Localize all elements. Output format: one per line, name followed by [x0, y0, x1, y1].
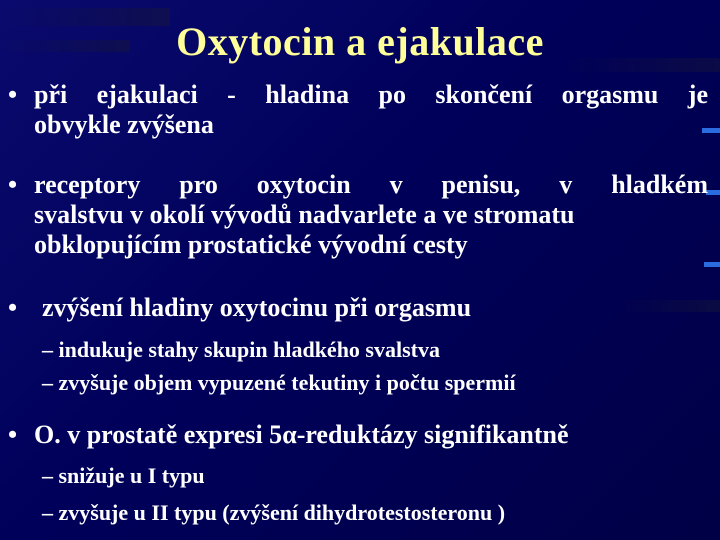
bullet-marker: •	[8, 80, 18, 109]
sub-bullet-item	[42, 500, 702, 526]
decorative-dash	[706, 190, 720, 195]
bullet-text	[34, 420, 708, 450]
bullet-text: zvýšení hladiny oxytocinu při orgasmu	[42, 293, 472, 322]
sub-bullet-marker: –	[42, 370, 53, 395]
sub-bullet-text: snižuje u I typu	[58, 463, 205, 488]
bullet-text: receptory pro oxytocin v penisu, v hladkém	[34, 170, 708, 199]
bullet-text-part: -reduktázy signifikantně	[296, 420, 569, 449]
alpha-symbol: α	[282, 420, 297, 449]
bullet-text: svalstvu v okolí vývodů nadvarlete a ve stromatu	[34, 200, 575, 229]
bullet-item	[8, 420, 708, 450]
bullet-marker: •	[8, 420, 18, 449]
sub-bullet-text: indukuje stahy skupin hladkého svalstva	[58, 337, 440, 362]
sub-bullet-item	[42, 337, 702, 363]
bullet-text: obvykle zvýšena	[34, 110, 214, 139]
sub-bullet-text: zvyšuje objem vypuzené tekutiny i počtu spermií	[58, 370, 516, 395]
bullet-text: obklopujícím prostatické vývodní cesty	[34, 230, 468, 259]
sub-bullet-marker: –	[42, 500, 53, 525]
bullet-item	[8, 293, 708, 323]
bullet-item	[8, 80, 708, 140]
bullet-text-part: O. v prostatě expresi 5	[34, 420, 283, 449]
bullet-marker: •	[8, 293, 18, 322]
decorative-dash	[704, 262, 720, 267]
sub-bullet-item	[42, 463, 702, 489]
sub-bullet-marker: –	[42, 463, 53, 488]
sub-bullet-item	[42, 370, 702, 396]
bullet-text: při ejakulaci - hladina po skončení orgasmu je	[34, 80, 708, 109]
bullet-marker: •	[8, 170, 18, 199]
slide-title: Oxytocin a ejakulace	[176, 19, 544, 64]
sub-bullet-marker: –	[42, 337, 53, 362]
bullet-item	[8, 170, 708, 260]
sub-bullet-text: zvyšuje u II typu (zvýšení dihydrotestosteronu )	[58, 500, 506, 525]
